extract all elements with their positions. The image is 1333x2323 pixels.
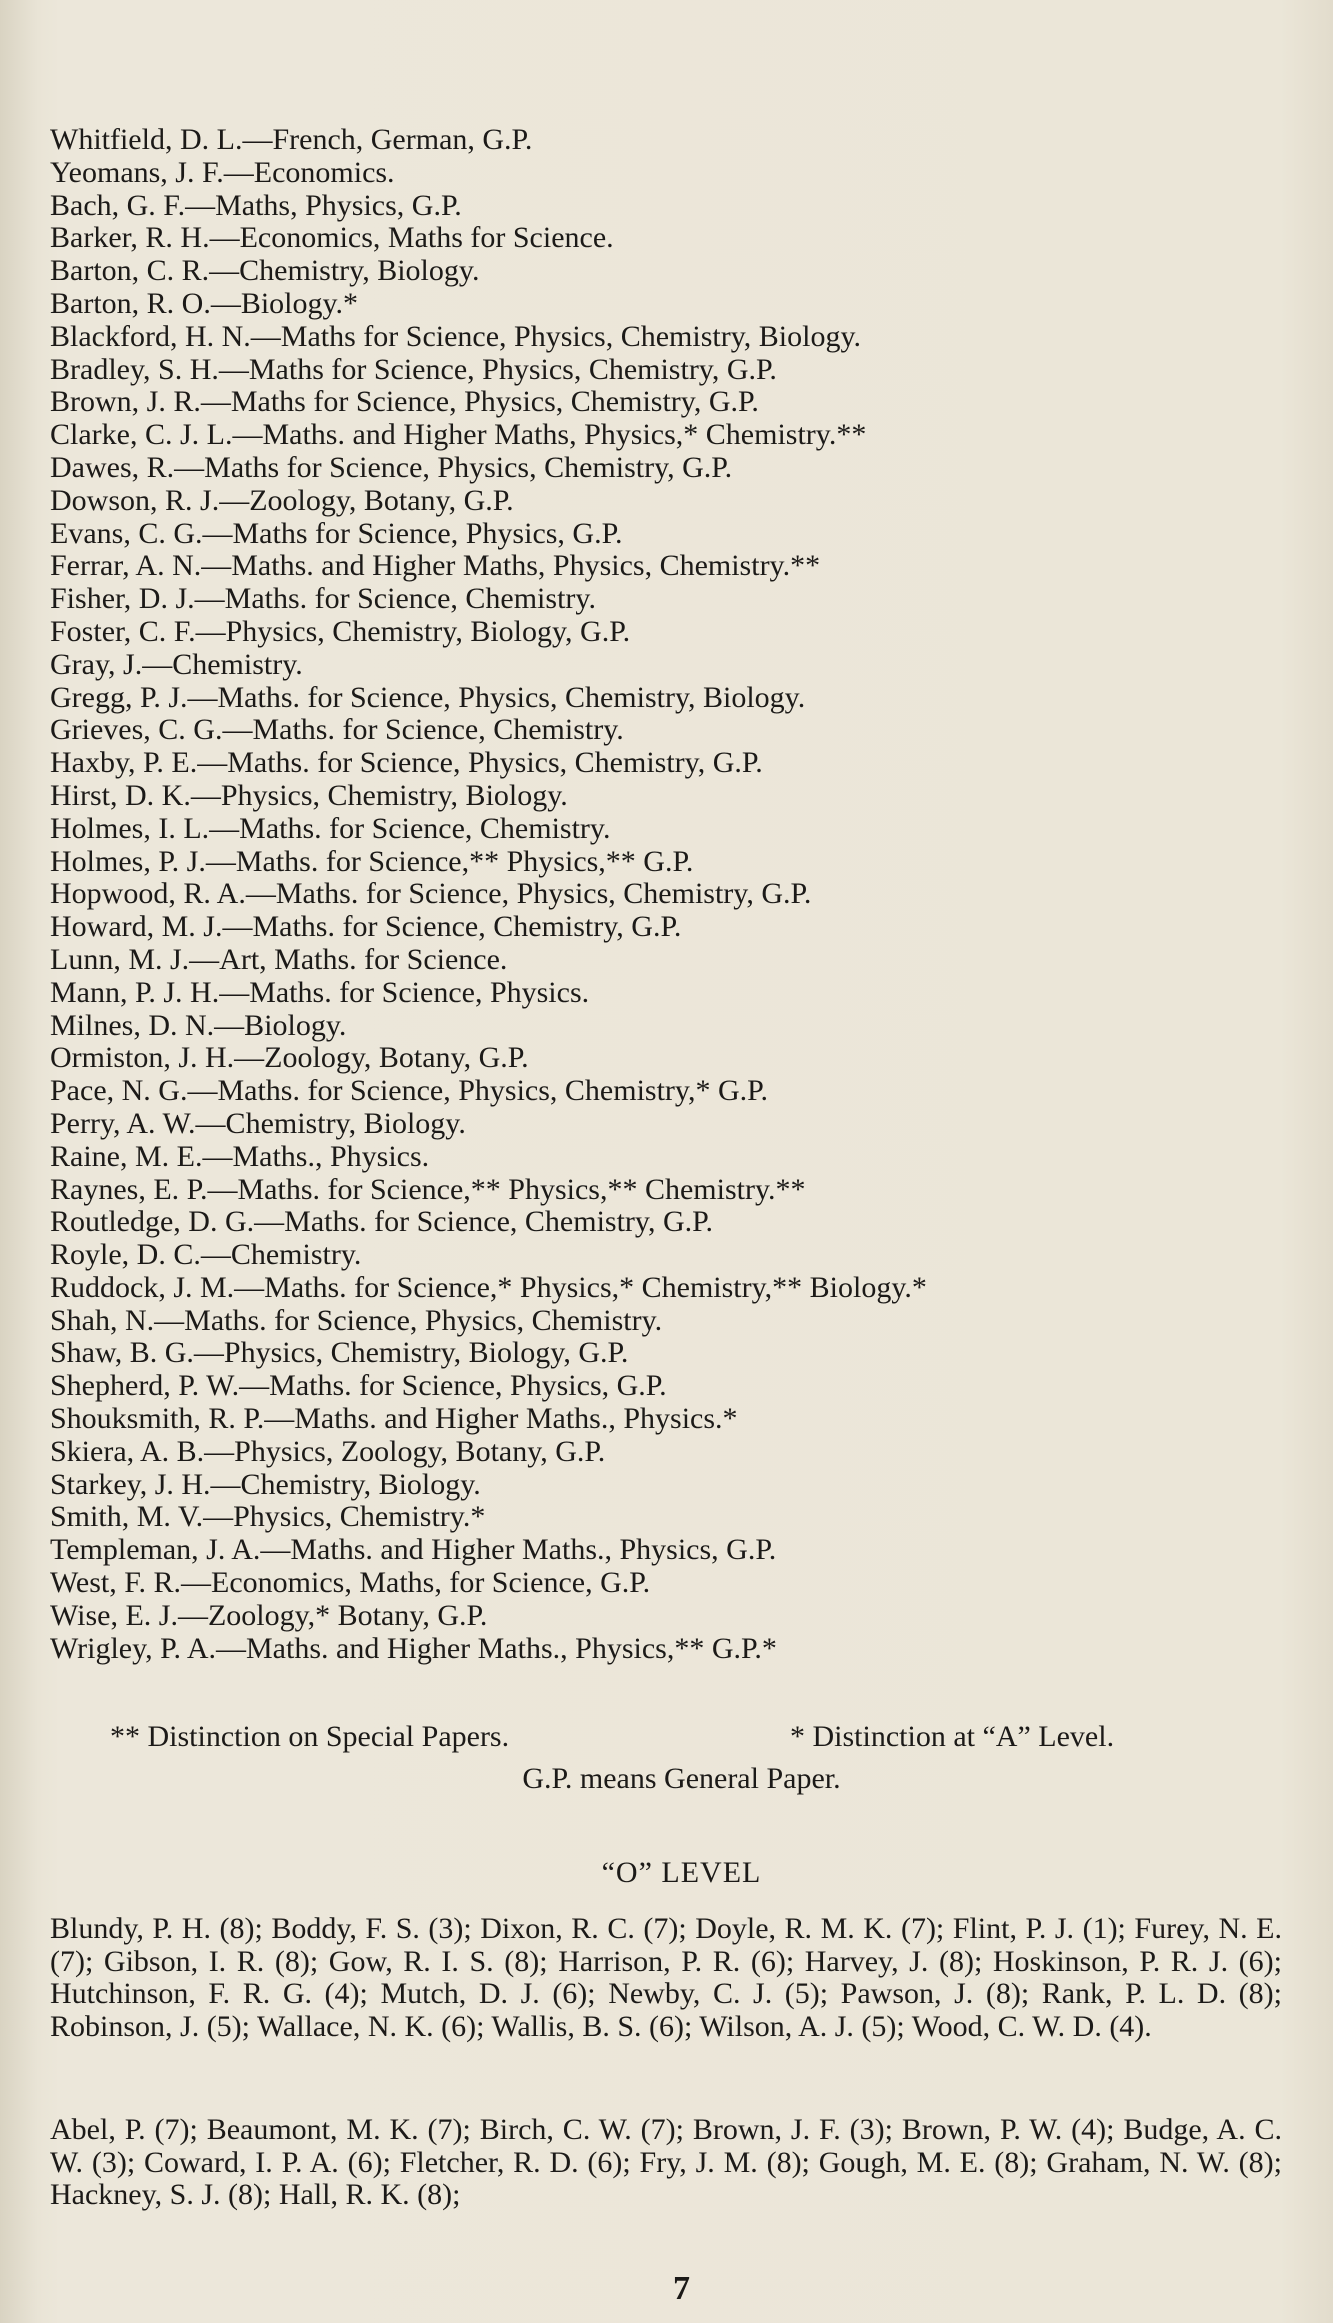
legend-special-papers: ** Distinction on Special Papers. bbox=[110, 1720, 510, 1753]
result-entry: Foster, C. F.—Physics, Chemistry, Biology, G.P. bbox=[50, 614, 631, 648]
result-entry: Royle, D. C.—Chemistry. bbox=[50, 1238, 362, 1272]
o-level-heading: “O” LEVEL bbox=[601, 1856, 762, 1889]
result-entry: Dawes, R.—Maths for Science, Physics, Chemistry, G.P. bbox=[50, 450, 733, 484]
result-entry: Holmes, P. J.—Maths. for Science,** Physics,** G.P. bbox=[50, 844, 694, 878]
result-entry: Ormiston, J. H.—Zoology, Botany, G.P. bbox=[50, 1041, 529, 1075]
result-entry: Skiera, A. B.—Physics, Zoology, Botany, G.P. bbox=[50, 1434, 606, 1468]
result-entry: Shepherd, P. W.—Maths. for Science, Physics, G.P. bbox=[50, 1369, 667, 1403]
result-entry: Hopwood, R. A.—Maths. for Science, Physics, Chemistry, G.P. bbox=[50, 877, 812, 911]
result-entry: Bradley, S. H.—Maths for Science, Physics, Chemistry, G.P. bbox=[50, 352, 777, 386]
result-entry: Pace, N. G.—Maths. for Science, Physics, Chemistry,* G.P. bbox=[50, 1074, 768, 1108]
result-entry: Hirst, D. K.—Physics, Chemistry, Biology. bbox=[50, 778, 568, 812]
result-entry: Templeman, J. A.—Maths. and Higher Maths., Physics, G.P. bbox=[50, 1533, 777, 1567]
result-entry: Barker, R. H.—Economics, Maths for Science. bbox=[50, 221, 614, 255]
result-entry: Gray, J.—Chemistry. bbox=[50, 647, 303, 681]
result-entry: Perry, A. W.—Chemistry, Biology. bbox=[50, 1106, 466, 1140]
result-entry: Whitfield, D. L.—French, German, G.P. bbox=[50, 123, 533, 156]
result-entry: Raine, M. E.—Maths., Physics. bbox=[50, 1139, 430, 1173]
result-entry: Mann, P. J. H.—Maths. for Science, Physics. bbox=[50, 975, 590, 1009]
result-entry: Brown, J. R.—Maths for Science, Physics, Chemistry, G.P. bbox=[50, 385, 759, 419]
result-entry: Evans, C. G.—Maths for Science, Physics, G.P. bbox=[50, 516, 623, 550]
result-entry: Holmes, I. L.—Maths. for Science, Chemistry. bbox=[50, 811, 611, 845]
result-entry: Gregg, P. J.—Maths. for Science, Physics, Chemistry, Biology. bbox=[50, 680, 806, 714]
result-entry: Milnes, D. N.—Biology. bbox=[50, 1008, 347, 1042]
result-entry: Lunn, M. J.—Art, Maths. for Science. bbox=[50, 942, 508, 976]
result-entry: Haxby, P. E.—Maths. for Science, Physics, Chemistry, G.P. bbox=[50, 746, 763, 780]
result-entry: Ferrar, A. N.—Maths. and Higher Maths, Physics, Chemistry.** bbox=[50, 549, 821, 583]
legend-gp-note: G.P. means General Paper. bbox=[522, 1762, 841, 1795]
result-entry: Blackford, H. N.—Maths for Science, Physics, Chemistry, Biology. bbox=[50, 319, 862, 353]
result-entry: Starkey, J. H.—Chemistry, Biology. bbox=[50, 1467, 481, 1501]
result-entry: Dowson, R. J.—Zoology, Botany, G.P. bbox=[50, 483, 514, 517]
result-entry: Routledge, D. G.—Maths. for Science, Chemistry, G.P. bbox=[50, 1205, 713, 1239]
a-level-results-list bbox=[50, 124, 1280, 1665]
result-entry: Wrigley, P. A.—Maths. and Higher Maths., Physics,** G.P.* bbox=[50, 1631, 777, 1665]
result-entry: Barton, C. R.—Chemistry, Biology. bbox=[50, 254, 480, 288]
result-entry: Fisher, D. J.—Maths. for Science, Chemistry. bbox=[50, 582, 596, 616]
result-entry: Grieves, C. G.—Maths. for Science, Chemistry. bbox=[50, 713, 624, 747]
result-entry: Raynes, E. P.—Maths. for Science,** Physics,** Chemistry.** bbox=[50, 1172, 806, 1206]
result-entry: Wise, E. J.—Zoology,* Botany, G.P. bbox=[50, 1598, 488, 1632]
result-entry: Shah, N.—Maths. for Science, Physics, Chemistry. bbox=[50, 1303, 663, 1337]
result-entry: Yeomans, J. F.—Economics. bbox=[50, 155, 395, 189]
result-entry: Bach, G. F.—Maths, Physics, G.P. bbox=[50, 188, 462, 222]
result-entry: Shaw, B. G.—Physics, Chemistry, Biology, G.P. bbox=[50, 1336, 629, 1370]
result-entry: Ruddock, J. M.—Maths. for Science,* Physics,* Chemistry,** Biology.* bbox=[50, 1270, 927, 1304]
result-entry: Howard, M. J.—Maths. for Science, Chemistry, G.P. bbox=[50, 910, 682, 944]
page-number: 7 bbox=[673, 2270, 690, 2307]
legend-a-level: * Distinction at “A” Level. bbox=[790, 1720, 1115, 1753]
result-entry: West, F. R.—Economics, Maths, for Science, G.P. bbox=[50, 1566, 651, 1600]
o-level-paragraph: Blundy, P. H. (8); Boddy, F. S. (3); Dixon, R. C. (7); Doyle, R. M. K. (7); Flint, P. J. (1); Furey, N. E. (7); Gibson, I. R. (8); Gow, R. I. S. (8); Harrison, P. R. (6); Harvey, J. (8); Hoskinson, P. R. J. (6); Hutchinson, F. R. G. (4); Mutch, D. J. (6); Newby, C. J. (5); Pawson, J. (8); Rank, P. L. D. (8); Robinson, J. (5); Wallace, N. K. (6); Wallis, B. S. (6); Wilson, A. J. (5); Wood, C. W. D. (4). bbox=[50, 1912, 1282, 2043]
result-entry: Barton, R. O.—Biology.* bbox=[50, 286, 359, 320]
result-entry: Clarke, C. J. L.—Maths. and Higher Maths, Physics,* Chemistry.** bbox=[50, 418, 867, 452]
result-entry: Shouksmith, R. P.—Maths. and Higher Maths., Physics.* bbox=[50, 1402, 738, 1436]
result-entry: Smith, M. V.—Physics, Chemistry.* bbox=[50, 1500, 486, 1534]
o-level-paragraph: Abel, P. (7); Beaumont, M. K. (7); Birch, C. W. (7); Brown, J. F. (3); Brown, P. W. (4); Budge, A. C. W. (3); Coward, I. P. A. (6); Fletcher, R. D. (6); Fry, J. M. (8); Gough, M. E. (8); Graham, N. W. (8); Hackney, S. J. (8); Hall, R. K. (8); bbox=[50, 2113, 1282, 2212]
